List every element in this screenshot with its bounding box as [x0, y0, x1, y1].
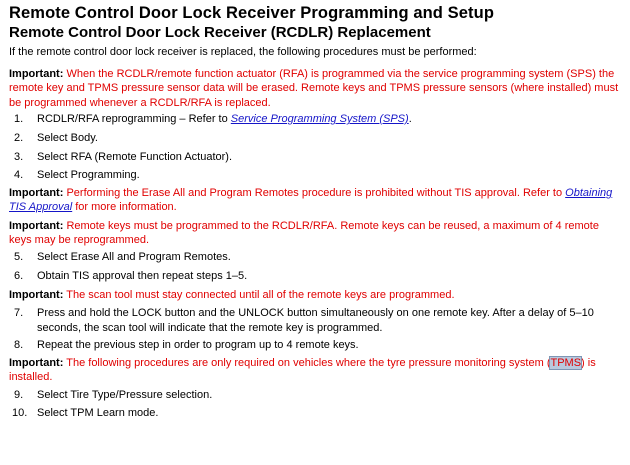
important-note-4: Important: The scan tool must stay connected until all of the remote keys are programmed. — [9, 289, 455, 301]
important-note-5: Important: The following procedures are only required on vehicles where the tyre pressure monitoring system (TPMS) is installed. — [9, 357, 596, 384]
intro-text: If the remote control door lock receiver is replaced, the following procedures must be performed: — [9, 46, 477, 58]
important-note-2: Important: Performing the Erase All and Program Remotes procedure is prohibited without TIS approval. Refer to Obtaining TIS Approval for more information. — [9, 187, 613, 214]
sps-link[interactable]: Service Programming System (SPS) — [230, 113, 409, 125]
section-title: Remote Control Door Lock Receiver (RCDLR) Replacement — [9, 24, 431, 41]
important-note-1 — [9, 67, 621, 110]
important-note-3: Important: Remote keys must be programmed to the RCDLR/RFA. Remote keys can be reused, a maximum of 4 remote keys may be reprogrammed. — [9, 220, 599, 247]
important-text: When the RCDLR/remote function actuator (RFA) is programmed via the service programming system (SPS) the remote key and TPMS pressure sensor data will be erased. Remote keys and TPMS pressure sensors (where installed) must be programmed whenever a RCDLR/RFA is replaced. — [9, 68, 619, 109]
document-page: Remote Control Door Lock Receiver Programming and Setup Remote Control Door Lock Receiver (RCDLR) Replacement If the remote control door lock receiver is replaced, the following procedures must be performed: Important: When the RCDLR/remote function actuator (RFA) is programmed via the service programming system (SPS) the remote key and TPMS pressure sensor data will be erased. Remote keys and TPMS pressure sensors (where installed) must be programmed whenever a RCDLR/RFA is replaced. 1. RCDLR/RFA reprogramming – Refer to Service Programming System (SPS). 2. Select Body. 3. Select RFA (Remote Function Actuator). 4. Select Programming. Important: Performing the Erase All and Program Remotes procedure is prohibited without TIS approval. Refer to Obtaining TIS Approval for more information. Important: Remote keys must be programmed to the RCDLR/RFA. Remote keys can be reused, a maximum of 4 remote keys may be reprogrammed. 5. Select Erase All and Program Remotes. 6. Obtain TIS approval then repeat steps 1–5. Important: The scan tool must stay connected until all of the remote keys are programmed. 7. Press and hold the LOCK button and the UNLOCK button simultaneously on one remote key. After a delay of 5–10 seconds, the scan tool will indicate that the remote key is programmed. 8. Repeat the previous step in order to program up to 4 remote keys. Important: The following procedures are only required on vehicles where the tyre pressure monitoring system (TPMS) is installed. 9. Select Tire Type/Pressure selection. 10. Select TPM Learn mode. — [0, 0, 630, 465]
tpms-highlight[interactable]: TPMS — [550, 357, 582, 369]
page-title: Remote Control Door Lock Receiver Programming and Setup — [9, 4, 494, 22]
tis-approval-link[interactable]: Obtaining TIS Approval — [9, 187, 613, 214]
important-label: Important: — [9, 68, 64, 80]
